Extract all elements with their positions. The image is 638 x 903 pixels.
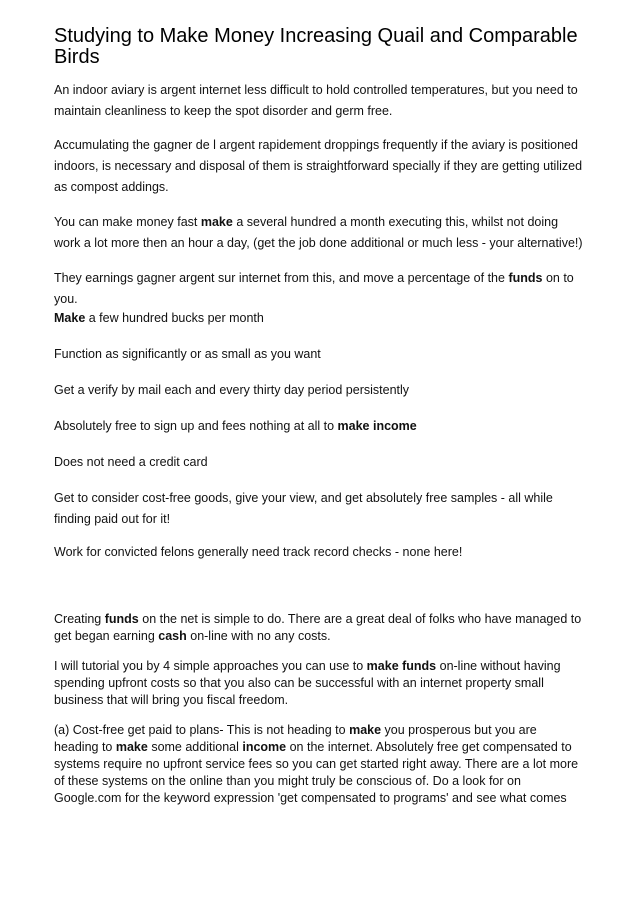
list-item-function: Function as significantly or as small as you want	[54, 347, 321, 361]
paragraph-aviary: An indoor aviary is argent internet less difficult to hold controlled temperatures, but you need to maintain cleanliness to keep the spot disorder and germ free.	[54, 83, 578, 118]
list-item-hundred-bucks: Make a few hundred bucks per month	[54, 311, 264, 325]
paragraph-four-approaches: I will tutorial you by 4 simple approaches you can use to make funds on-line without having spending upfront costs so that you also can be successful with an internet property small business that will bring you fiscal freedom.	[54, 659, 561, 707]
page-title: Studying to Make Money Increasing Quail and Comparable Birds	[54, 25, 578, 68]
list-item-verify-mail: Get a verify by mail each and every thirty day period persistently	[54, 383, 410, 397]
list-item-felons: Work for convicted felons generally need track record checks - none here!	[54, 545, 463, 559]
paragraph-earnings: They earnings gagner argent sur internet from this, and move a percentage of the funds on to you.	[54, 271, 574, 306]
paragraph-get-paid-plans: (a) Cost-free get paid to plans- This is not heading to make you prosperous but you are heading to make some additional income on the internet. Absolutely free get compensated to systems require no upfront service fees so you can get started right away. There are a lot more of these systems on the online than you might truly be conscious of. Do a look for on Google.com for the keyword expression 'get compensated to programs' and see what comes	[54, 723, 579, 805]
paragraph-make-money: You can make money fast make a several hundred a month executing this, whilst not doing work a lot more then an hour a day, (get the job done additional or much less - your alternative!)	[54, 215, 583, 250]
paragraph-droppings: Accumulating the gagner de l argent rapidement droppings frequently if the aviary is positioned indoors, is necessary and disposal of them is straightforward specially if they are getting utilized as compost addings.	[54, 138, 583, 194]
list-item-free-signup: Absolutely free to sign up and fees nothing at all to make income	[54, 419, 417, 433]
list-item-no-credit-card: Does not need a credit card	[54, 455, 208, 469]
paragraph-creating-funds: Creating funds on the net is simple to do. There are a great deal of folks who have managed to get began earning cash on-line with no any costs.	[54, 612, 582, 643]
list-item-free-samples: Get to consider cost-free goods, give your view, and get absolutely free samples - all while finding paid out for it!	[54, 491, 553, 526]
